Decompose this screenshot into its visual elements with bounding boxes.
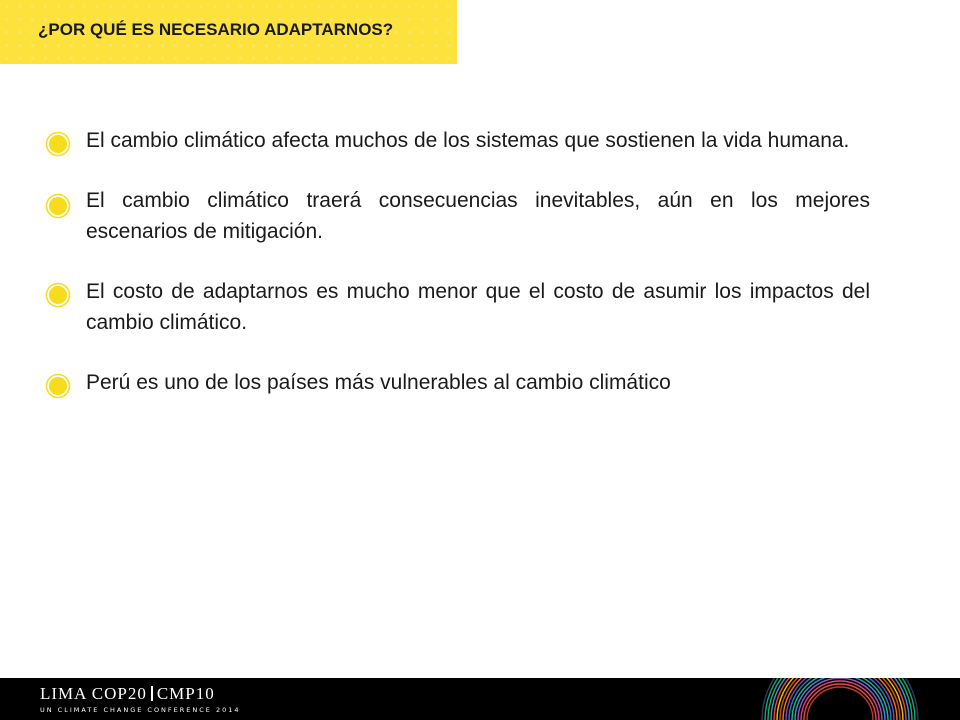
bullet-list [45, 125, 870, 427]
cop20-logo [40, 684, 241, 714]
logo-cop20-text: LIMA COP20 [40, 684, 147, 703]
logo-wordmark [40, 684, 241, 704]
title-banner [0, 0, 457, 64]
circle-bullet-icon [45, 131, 71, 157]
bullet-text: El costo de adaptarnos es mucho menor que el costo de asumir los impactos del cambio climático. [86, 280, 870, 334]
slide-title: ¿POR QUÉ ES NECESARIO ADAPTARNOS? [38, 20, 394, 39]
bullet-text: Perú es uno de los países más vulnerables al cambio climático [86, 371, 671, 394]
circle-bullet-icon [45, 373, 71, 399]
bullet-item [45, 185, 870, 247]
logo-cmp10-text: CMP10 [156, 684, 215, 703]
bullet-text: El cambio climático traerá consecuencias inevitables, aún en los mejores escenarios de mitigación. [86, 189, 870, 243]
bullet-item [45, 276, 870, 338]
concentric-rings-icon [745, 678, 960, 720]
circle-bullet-icon [45, 193, 71, 219]
bullet-item [45, 125, 870, 156]
circle-bullet-icon [45, 282, 71, 308]
bullet-item [45, 367, 870, 398]
logo-separator [151, 686, 153, 701]
bullet-text: El cambio climático afecta muchos de los sistemas que sostienen la vida humana. [86, 129, 850, 152]
logo-subtitle: UN CLIMATE CHANGE CONFERENCE 2014 [40, 706, 241, 714]
